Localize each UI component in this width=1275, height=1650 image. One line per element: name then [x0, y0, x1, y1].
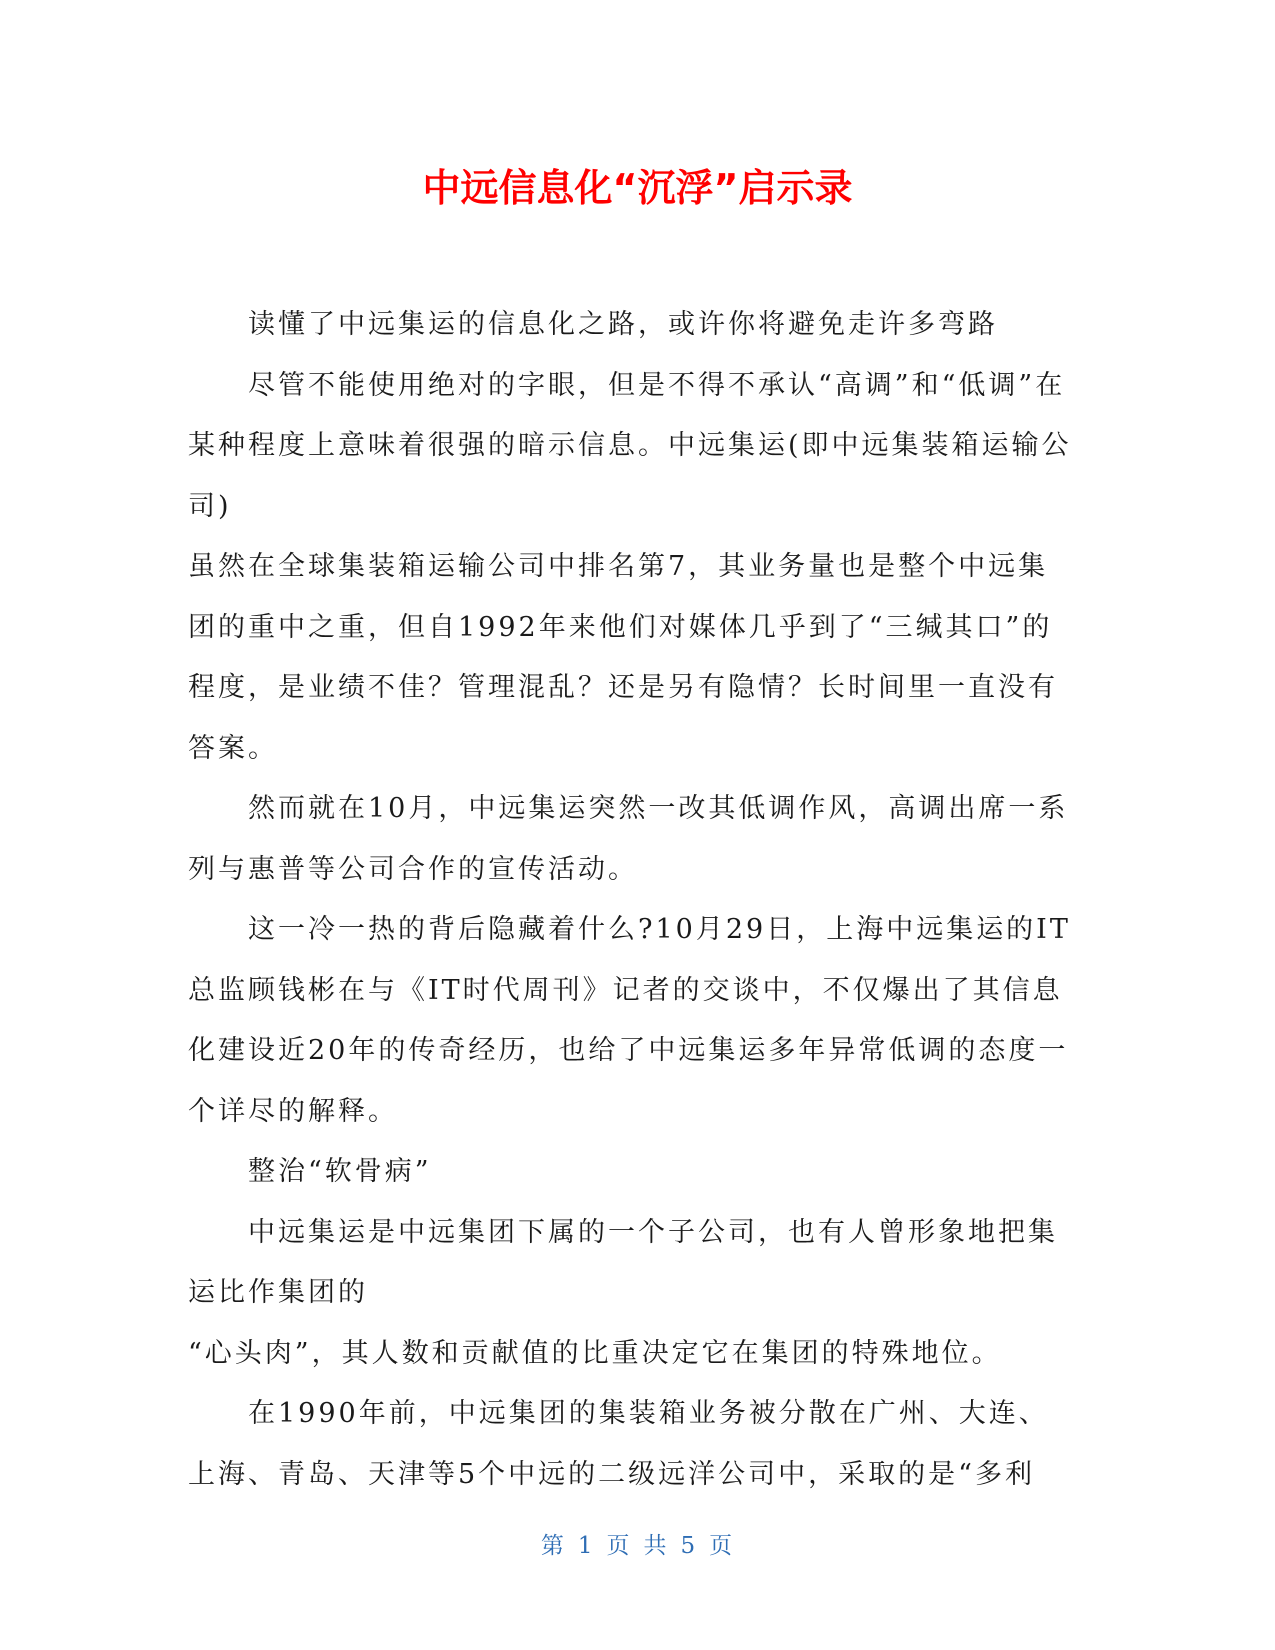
paragraph: 虽然在全球集装箱运输公司中排名第7，其业务量也是整个中远集团的重中之重，但自1992年来他们对媒体几乎到了“三缄其口”的程度，是业绩不佳？管理混乱？还是另有隐情？长时间里一直没有答案。: [188, 551, 1058, 764]
paragraph: “心头肉”，其人数和贡献值的比重决定它在集团的特殊地位。: [188, 1337, 1002, 1369]
footer-total-pages: 5: [680, 1533, 698, 1559]
footer-current-page: 1: [577, 1533, 595, 1559]
footer-total-label: 共: [643, 1533, 669, 1559]
document-title: 中远信息化“沉浮”启示录: [422, 166, 853, 210]
paragraph: 中远集运是中远集团下属的一个子公司，也有人曾形象地把集运比作集团的: [188, 1216, 1058, 1308]
footer-page-label: 第: [540, 1533, 566, 1559]
paragraph: 尽管不能使用绝对的字眼，但是不得不承认“高调”和“低调”在某种程度上意味着很强的暗示信息。中远集运(即中远集装箱运输公司): [188, 369, 1072, 522]
footer-page-unit: 页: [606, 1533, 632, 1559]
paragraph: 在1990年前，中远集团的集装箱业务被分散在广州、大连、上海、青岛、天津等5个中远的二级远洋公司中，采取的是“多利: [188, 1398, 1049, 1490]
paragraph: 然而就在10月，中远集运突然一改其低调作风，高调出席一系列与惠普等公司合作的宣传活动。: [188, 793, 1069, 885]
section-heading: 整治“软骨病”: [248, 1156, 432, 1187]
footer-total-unit: 页: [709, 1533, 735, 1559]
paragraph: 这一冷一热的背后隐藏着什么?10月29日，上海中远集运的IT总监顾钱彬在与《IT时代周刊》记者的交谈中，不仅爆出了其信息化建设近20年的传奇经历，也给了中远集运多年异常低调的态度一个详尽的解释。: [188, 914, 1071, 1127]
paragraph: 读懂了中远集运的信息化之路，或许你将避免走许多弯路: [248, 309, 998, 340]
page-footer: [0, 1527, 1275, 1560]
document-body: [188, 295, 1078, 1505]
